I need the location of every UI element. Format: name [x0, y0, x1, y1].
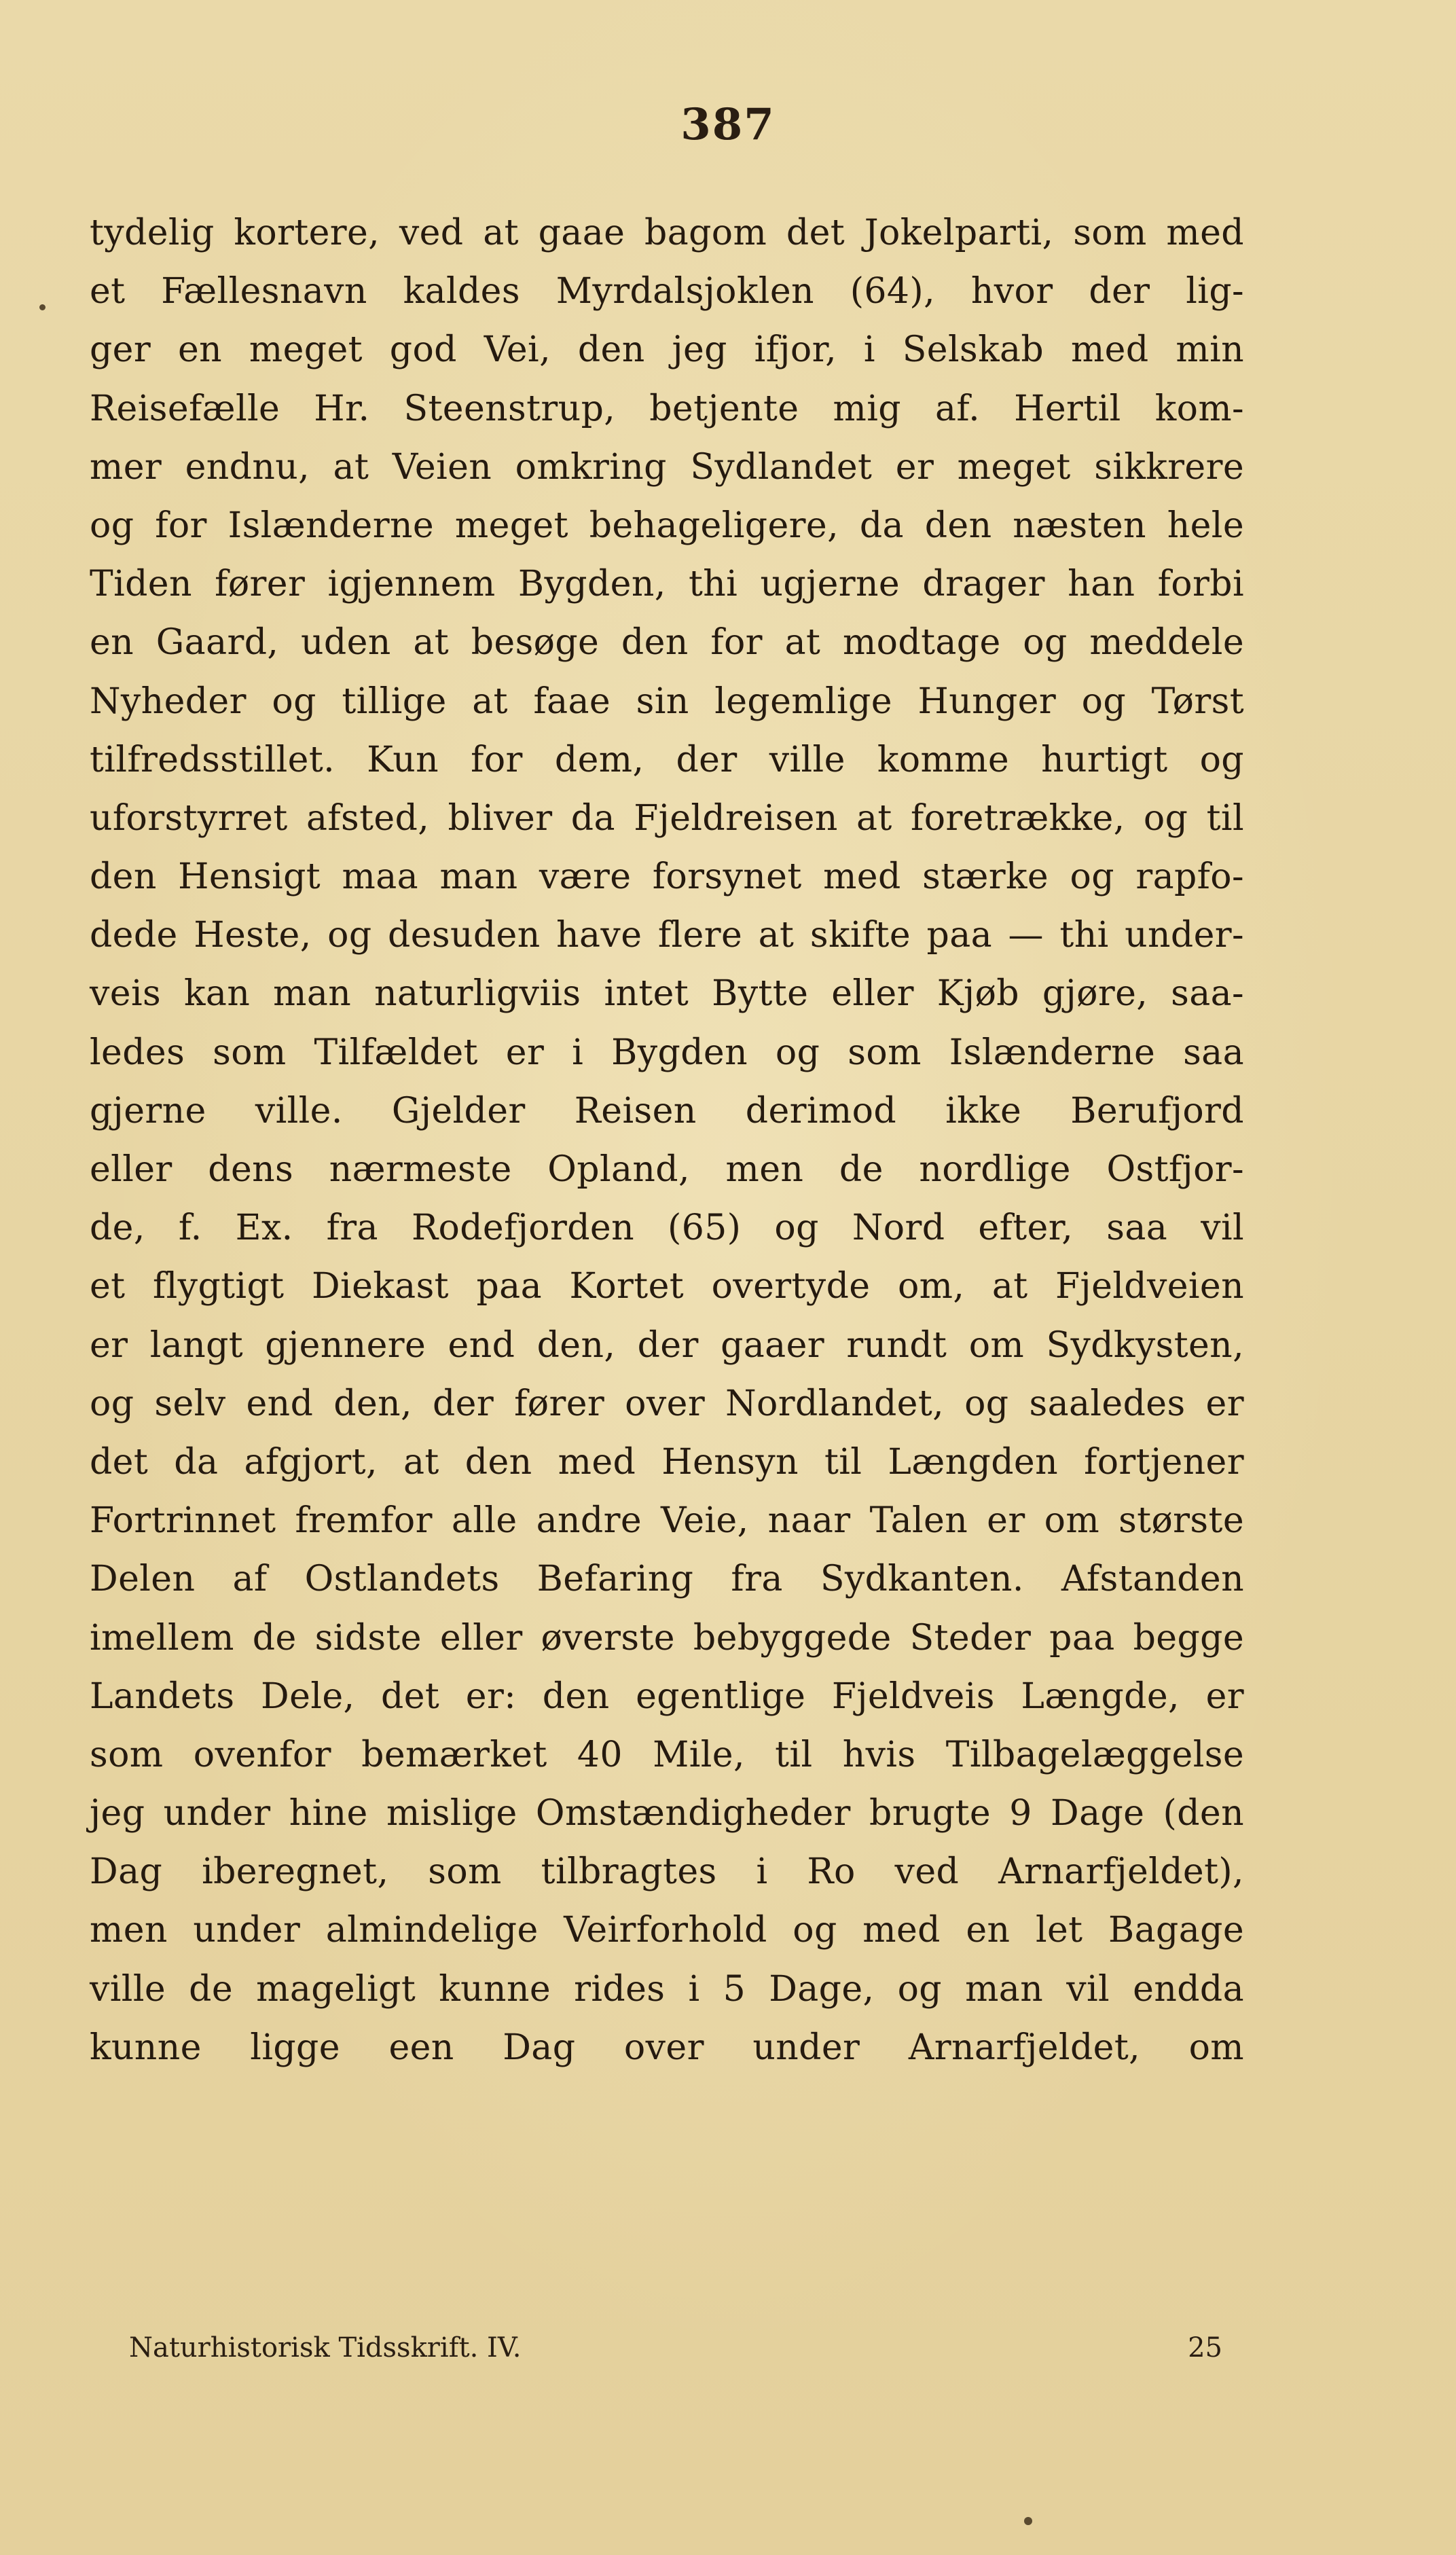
text-line: som ovenfor bemærket 40 Mile, til hvis Tilbagelæggelse — [90, 1734, 1244, 1775]
text-line: et Fællesnavn kaldes Myrdalsjoklen (64), hvor der lig- — [90, 271, 1244, 312]
text-line: uforstyrret afsted, bliver da Fjeldreisen at foretrække, og til — [90, 797, 1244, 839]
text-line: imellem de sidste eller øverste bebyggede Steder paa begge — [90, 1617, 1244, 1659]
text-line: tydelig kortere, ved at gaae bagom det Jokelparti, som med — [90, 213, 1244, 253]
text-line: veis kan man naturligviis intet Bytte eller Kjøb gjøre, saa- — [90, 973, 1244, 1015]
body-text — [90, 204, 1244, 2077]
text-line: ledes som Tilfældet er i Bygden og som Islænderne saa — [90, 1032, 1244, 1073]
page-footer — [129, 2332, 1222, 2373]
text-line: Reisefælle Hr. Steenstrup, betjente mig af. Hertil kom- — [90, 388, 1244, 429]
page-number: 387 — [680, 99, 776, 150]
text-line: Dag iberegnet, som tilbragtes i Ro ved Arnarfjeldet), — [90, 1851, 1244, 1893]
text-line: og for Islænderne meget behageligere, da den næsten hele — [90, 505, 1244, 546]
text-line: gjerne ville. Gjelder Reisen derimod ikke Berufjord — [90, 1090, 1244, 1131]
text-line: en Gaard, uden at besøge den for at modtage og meddele — [90, 622, 1244, 664]
text-line: og selv end den, der fører over Nordlandet, og saaledes er — [90, 1383, 1244, 1424]
journal-signature: Naturhistorisk Tidsskrift. IV. — [129, 2332, 522, 2363]
text-line: Nyheder og tillige at faae sin legemlige Hunger og Tørst — [90, 681, 1244, 722]
ink-speck — [39, 304, 46, 310]
text-line: de, f. Ex. fra Rodefjorden (65) og Nord efter, saa vil — [90, 1208, 1244, 1249]
text-line: kunne ligge een Dag over under Arnarfjeldet, om — [90, 2027, 1244, 2068]
ink-speck — [1024, 2517, 1032, 2525]
text-line: ger en meget god Vei, den jeg ifjor, i Selskab med min — [90, 329, 1244, 371]
text-line: Landets Dele, det er: den egentlige Fjeldveis Længde, er — [90, 1675, 1244, 1717]
text-line: den Hensigt maa man være forsynet med stærke og rapfo- — [90, 856, 1244, 898]
text-line: Fortrinnet fremfor alle andre Veie, naar Talen er om største — [90, 1500, 1244, 1542]
text-line: et flygtigt Diekast paa Kortet overtyde om, at Fjeldveien — [90, 1266, 1244, 1307]
text-line: men under almindelige Veirforhold og med en let Bagage — [90, 1910, 1244, 1951]
text-line: tilfredsstillet. Kun for dem, der ville komme hurtigt og — [90, 739, 1244, 780]
text-line: jeg under hine mislige Omstændigheder brugte 9 Dage (den — [90, 1793, 1244, 1834]
text-line: er langt gjennere end den, der gaaer rundt om Sydkysten, — [90, 1324, 1244, 1366]
text-line: mer endnu, at Veien omkring Sydlandet er meget sikkrere — [90, 446, 1244, 488]
signature-number: 25 — [1188, 2332, 1222, 2363]
text-line: Tiden fører igjennem Bygden, thi ugjerne drager han forbi — [90, 564, 1244, 605]
text-line: Delen af Ostlandets Befaring fra Sydkanten. Afstanden — [90, 1559, 1244, 1600]
text-line: dede Heste, og desuden have flere at skifte paa — thi under- — [90, 915, 1244, 956]
text-line: eller dens nærmeste Opland, men de nordlige Ostfjor- — [90, 1149, 1244, 1190]
text-line: det da afgjort, at den med Hensyn til Længden fortjener — [90, 1441, 1244, 1483]
text-line: ville de mageligt kunne rides i 5 Dage, og man vil endda — [90, 1968, 1244, 2010]
